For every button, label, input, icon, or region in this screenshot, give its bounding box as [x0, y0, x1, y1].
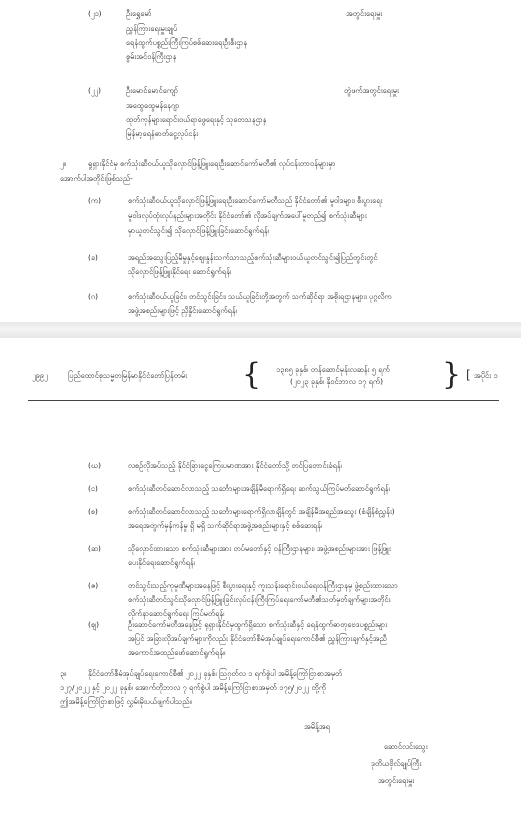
item-text-line: စက်သုံးဆီတင်ဆောင်လာသည့် သင်္ဘောများအချိန်မီရောက်ရှိရေး ဆက်သွယ်ကြပ်မတ်ဆောင်ရွက်ရန်၊ — [128, 484, 390, 493]
page-number: ၂၉၉၂ — [32, 371, 48, 380]
section-text-line: ဤအမိန့်ကြော်ငြာစာဖြင့် လွှမ်းမိုးပယ်ဖျက်ပါသည်။ — [60, 697, 192, 706]
member-role: တွဲဖက်အတွင်းရေးမှူး — [344, 86, 399, 95]
item-text-line: အပြင် အခြားလိုအပ်ချက်များကိုလည်း နိုင်ငံတော်စီမံအုပ်ချုပ်ရေးကောင်စီ၏ ညွှန်ကြားချက်နှင့်အညီ — [128, 634, 387, 643]
item-number: (ဆ) — [88, 544, 101, 553]
item-text-line: လစဉ်လိုအပ်သည့် နိုင်ငံခြားငွေကြေးပမာဏအား နိုင်ငံတော်သို့ တင်ပြတောင်းခံရန်၊ — [128, 461, 342, 470]
page-separator — [0, 322, 521, 338]
item-text-line: အရေအတွက်မှန်ကန်မှု ရှိ မရှိ သက်ဆိုင်ရာအဖွဲ့အစည်းများနှင့် စစ်ဆေးရန်၊ — [128, 521, 323, 530]
item-text-line: ပေးနိုင်ရေးဆောင်ရွက်ရန်၊ — [128, 558, 195, 567]
member-title-line: ရေနံထွက်ပစ္စည်းကြီးကြပ်စစ်ဆေးရေးဦးစီးဌာန — [126, 38, 248, 47]
item-text-line: စက်သုံးဆီဝယ်ယူသိုလှောင်ဖြန့်ဖြူးရေးဦးဆောင်ကော်မတီသည် နိုင်ငံတော်၏ မူဝါဒများ၊ စီးပွားရေး — [128, 196, 383, 205]
member-title-line: စွမ်းအင်ဝန်ကြီးဌာန — [126, 52, 177, 61]
by-order-label: အမိန့်အရ — [304, 722, 330, 731]
item-text-line: စက်သုံးဆီတင်ဆောင်လာသည့် သင်္ဘောများရောက်ရှိလာချိန်တွင် အချိန်မီအရည်အသွေး (စံချိန်စံညွှန်း) — [128, 507, 395, 516]
member-title-line: ညွှန်ကြားရေးမှူးချုပ် — [126, 24, 178, 33]
member-number: (၂၁) — [88, 9, 102, 18]
member-name: ဦးရွှေမော် — [126, 9, 152, 18]
section-intro-line: အောက်ပါအတိုင်းဖြစ်သည်- — [60, 174, 133, 183]
item-text-line: အဖွဲ့အစည်းများဖြင့် ညှိနှိုင်းဆောင်ရွက်ရန်၊ — [128, 306, 237, 315]
part-label: အပိုင်း ၁ — [474, 371, 498, 380]
member-number: (၂၂) — [88, 86, 102, 95]
date-line: (၂၀၂၃ ခုနှစ်၊ နိုဝင်ဘာလ ၁၇ ရက်) — [290, 377, 383, 386]
item-text-line: သိုလှောင်ဖြန့်ဖြူးနိုင်ရေး ဆောင်ရွက်ရန်၊ — [128, 267, 232, 276]
member-title-line: မြန်မာ့ရေနံဓာတ်ငွေ့လုပ်ငန်း — [126, 129, 199, 138]
member-name: ဦးမောင်မောင်ကျော် — [126, 86, 179, 95]
publication-title: ပြည်ထောင်စုသမ္မတမြန်မာနိုင်ငံတော်ပြန်တမ်း — [68, 371, 188, 380]
item-number: (ဈ) — [88, 620, 99, 629]
item-number: (ဃ) — [88, 461, 101, 470]
header-divider — [28, 400, 499, 401]
right-brace-icon: } — [442, 357, 462, 392]
item-number: (င) — [88, 484, 98, 493]
item-number: (ဂ) — [88, 292, 98, 301]
document-page-lower — [0, 338, 521, 820]
section-number: ၂။ — [60, 159, 66, 168]
item-number: (ဇ) — [88, 581, 99, 590]
left-bracket-icon: [ — [466, 368, 471, 382]
item-text-line: တင်သွင်းသည့်ကုမ္ပဏီများအနေဖြင့် စီးပွားရေးနှင့် ကူးသန်းရောင်းဝယ်ရေးဝန်ကြီးဌာနမှ ဖွဲ့စည်းထားသော — [128, 581, 398, 590]
signatory-rank: ဒုတိယဗိုလ်ချုပ်ကြီး — [371, 759, 422, 768]
item-text-line: မှာယူတင်သွင်း၍ သိုလှောင်ဖြန့်ဖြူးခြင်းဆောင်ရွက်ရန်၊ — [128, 226, 269, 235]
document-page-upper — [0, 0, 521, 322]
section-text-line: နိုင်ငံတော်စီမံအုပ်ချုပ်ရေးကောင်စီ၏ ၂၀၂၂ ခုနှစ်၊ ဩဂုတ်လ ၁ ရက်စွဲပါ အမိန့်ကြော်ငြာစာအမှတ် — [88, 669, 343, 678]
member-title-line: အထွေထွေမန်နေဂျာ — [126, 101, 180, 110]
left-brace-icon: { — [242, 357, 262, 392]
item-text-line: ဦးဆောင်ကော်မတီအနေဖြင့် ရုရှားနိုင်ငံမှထွက်ရှိသော စက်သုံးဆီနှင့် ရေနံထွက်ဓာတုဗေဒပစ္စည်းများ — [128, 620, 388, 629]
item-text-line: စက်သုံးဆီတင်သွင်းသိုလှောင်ဖြန့်ဖြူးခြင်းလုပ်ငန်းကြီးကြပ်ရေးကော်မတီ၏သတ်မှတ်ချက်များအတိုင်း — [128, 595, 391, 604]
item-text-line: လိုက်နာဆောင်ရွက်ရေး ကြပ်မတ်ရန်၊ — [128, 609, 225, 618]
item-text-line: အကောင်အထည်ဖော်ဆောင်ရွက်ရန်။ — [128, 648, 226, 657]
member-role: အတွင်းရေးမှူး — [346, 9, 383, 18]
signatory-name: ဆောင်လင်းသွေး — [384, 742, 428, 751]
section-number: ၃။ — [60, 669, 67, 678]
item-text-line: စက်သုံးဆီဝယ်ယူခြင်း၊ တင်သွင်းခြင်း၊ သယ်ယူခြင်းတို့အတွက် သက်ဆိုင်ရာ အစိုးရဌာနများ၊ ပုဂ္ဂလိက — [128, 292, 392, 301]
signatory-role: အတွင်းရေးမှူး — [378, 776, 415, 785]
date-line: ၁၃၈၅ ခုနှစ်၊ တန်ဆောင်မုန်းလဆန်း ၅ ရက် — [276, 365, 390, 374]
item-text-line: မူဝါဒလုပ်ထုံးလုပ်နည်းများအတိုင်း နိုင်ငံတော်၏ လိုအပ်ချက်အပေါ်မူတည်၍ စက်သုံးဆီများ — [128, 211, 367, 220]
section-intro-line: ရှုရှားနိုင်ငံမှ စက်သုံးဆီဝယ်ယူသိုလှောင်ဖြန့်ဖြူးရေးဦးဆောင်ကော်မတီ၏ လုပ်ငန်းတာဝန်များမှာ — [88, 159, 336, 168]
item-number: (စ) — [88, 507, 98, 516]
item-number: (က) — [88, 196, 101, 205]
section-text-line: ၁၂၇/၂၀၂၂ နှင့် ၂၀၂၂ ခုနှစ်၊ အောက်တိုဘာလ ၇ ရက်စွဲပါ အမိန့်ကြော်ငြာစာအမှတ် ၁၇၅/၂၀၂၂ တို့ကို — [60, 683, 326, 692]
item-number: (ခ) — [88, 253, 98, 262]
item-text-line: သိုလှောင်ထားသော စက်သုံးဆီများအား တပ်မတော်နှင့် ဝန်ကြီးဌာနများ၊ အဖွဲ့အစည်းများအား ဖြန့်ဖြူး — [128, 544, 391, 553]
item-text-line: အရည်အသွေးပြည့်မီမှုနှင့်ဈေးနှုန်းသက်သာသည့်စက်သုံးဆီများဝယ်ယူတင်သွင်း၍ပြည်တွင်းတွင် — [128, 253, 378, 262]
member-title-line: ထုတ်ကုန်များရောင်းဝယ်ရာဖွေရေးနှင့် သုတေသနဌာန — [126, 115, 267, 124]
